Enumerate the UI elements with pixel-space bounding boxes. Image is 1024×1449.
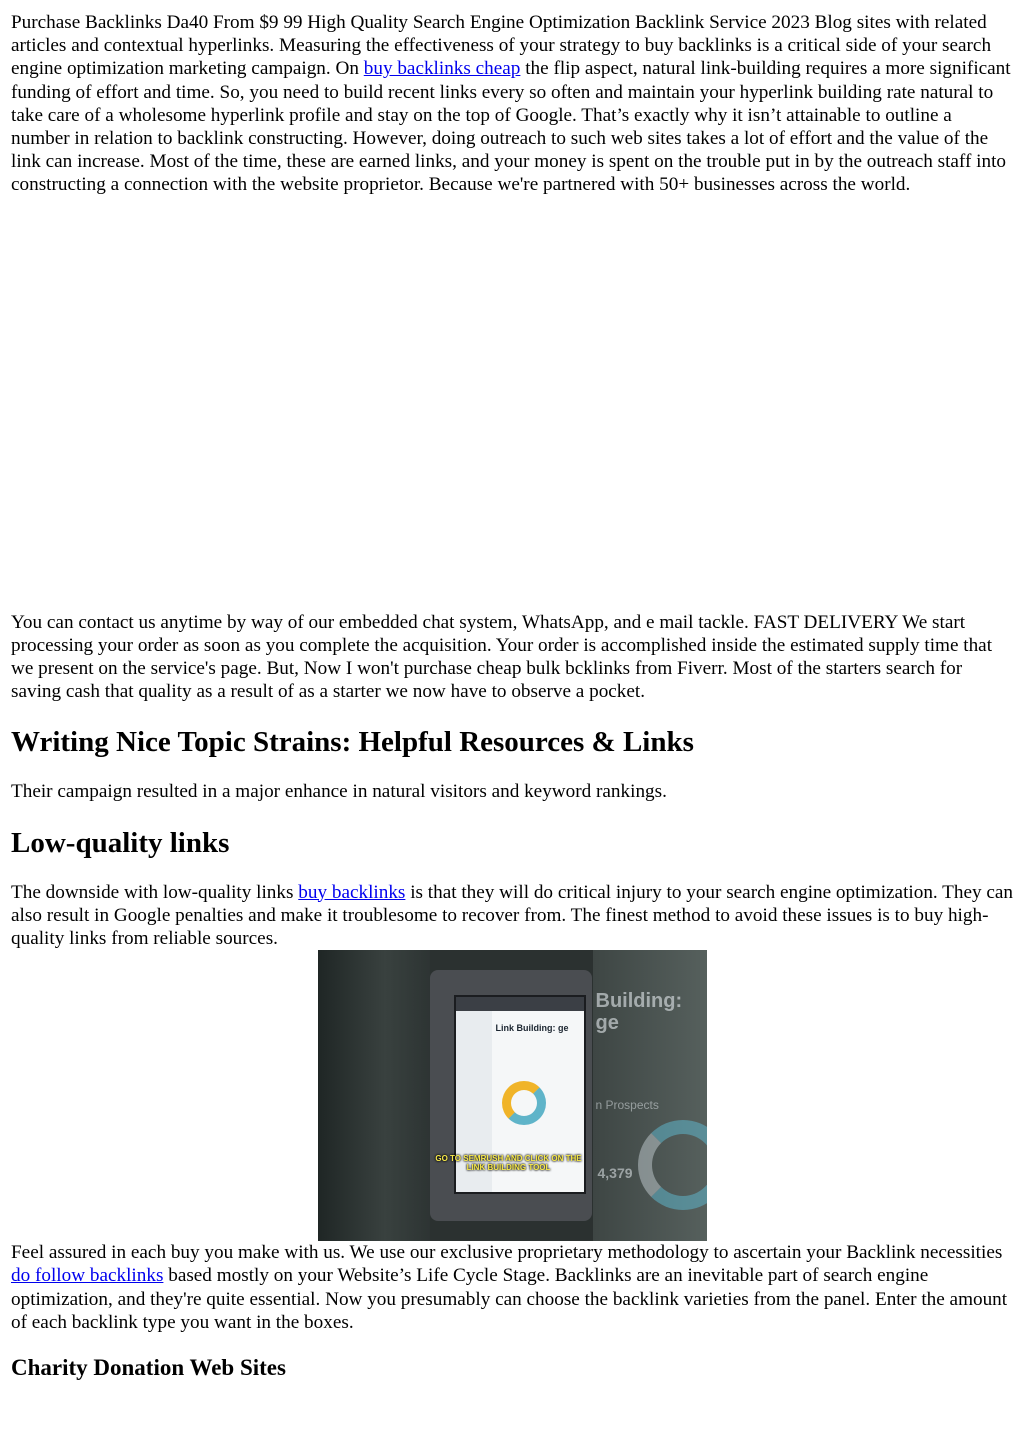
section-heading-low-quality-links: Low-quality links: [11, 826, 230, 859]
buy-backlinks-link[interactable]: buy backlinks: [298, 881, 406, 903]
section-heading-writing-topic: Writing Nice Topic Strains: Helpful Resources & Links: [11, 726, 694, 759]
intro-text-2: the flip aspect, natural link-building requires a more significant funding of effort and time. So, you need to build recent links every so often and maintain your hyperlink building rate natural to take care of a wholesome hyperlink profile and stay on the top of Google. That’s exactly why it isn’t attainable to outline a number in relation to backlink constructing. However, doing outreach to such web sites takes a lot of effort and the value of the link can increase. Most of the time, these are earned links, and your money is spent on the trouble put in by the outreach staff into constructing a connection with the website proprietor. Because we're partnered with 50+ businesses across the world.: [11, 58, 1011, 196]
photo-left-blur: [318, 950, 430, 1241]
screen-title: Link Building: ge: [495, 1023, 569, 1034]
do-follow-backlinks-link[interactable]: do follow backlinks: [11, 1265, 164, 1287]
photo-blurred-count: 4,379: [597, 1165, 633, 1182]
section-3-paragraph: [11, 1241, 1014, 1334]
section-3-text-1: Feel assured in each buy you make with us. We use our exclusive proprietary methodology to ascertain your Backlink necessities: [11, 1242, 1003, 1264]
photo-caption: GO TO SEMRUSH AND CLICK ON THE LINK BUILDING TOOL: [435, 1154, 582, 1173]
section-2-paragraph: [11, 881, 1014, 951]
section-1-paragraph: Their campaign resulted in a major enhance in natural visitors and keyword rankings.: [11, 781, 667, 803]
section-2-text-2: is that they will do critical injury to your search engine optimization. They can also result in Google penalties and make it troublesome to recover from. The finest method to avoid these issues is to buy high-quality links from reliable sources.: [11, 881, 1014, 950]
intro-text-1: Purchase Backlinks Da40 From $9 99 High Quality Search Engine Optimization Backlink Service 2023 Blog sites with related articles and contextual hyperlinks. Measuring the effectiveness of your strategy to buy backlinks is a critical side of your search engine optimization marketing campaign. On: [11, 12, 992, 80]
donut-chart-icon: [502, 1081, 546, 1125]
contact-paragraph: You can contact us anytime by way of our embedded chat system, WhatsApp, and e mail tackle. FAST DELIVERY We start processing your order as soon as you complete the acquisition. Your order is accomplished inside the estimated supply time that we present on the service's page. But, Now I won't purchase cheap bulk bcklinks from Fiverr. Most of the starters search for saving cash that quality as a result of as a starter we now have to observe a pocket.: [11, 611, 993, 703]
intro-paragraph: [11, 11, 1014, 197]
laptop: [430, 970, 592, 1221]
image-container: [0, 950, 1024, 1241]
buy-backlinks-cheap-link[interactable]: buy backlinks cheap: [363, 58, 521, 80]
section-2-text-1: The downside with low-quality links: [11, 881, 299, 903]
semrush-laptop-photo: [318, 950, 707, 1241]
photo-blurred-subtitle: n Prospects: [595, 1098, 659, 1113]
browser-bar: [456, 997, 584, 1011]
embedded-media-placeholder: [11, 197, 1014, 611]
section-heading-charity: Charity Donation Web Sites: [11, 1355, 286, 1381]
article: [11, 11, 1014, 1381]
section-3-text-2: based mostly on your Website’s Life Cycle Stage. Backlinks are an inevitable part of search engine optimization, and they're quite essential. Now you presumably can choose the backlink varieties from the panel. Enter the amount of each backlink type you want in the boxes.: [11, 1265, 1008, 1333]
photo-blurred-title: Building: ge: [595, 990, 683, 1035]
